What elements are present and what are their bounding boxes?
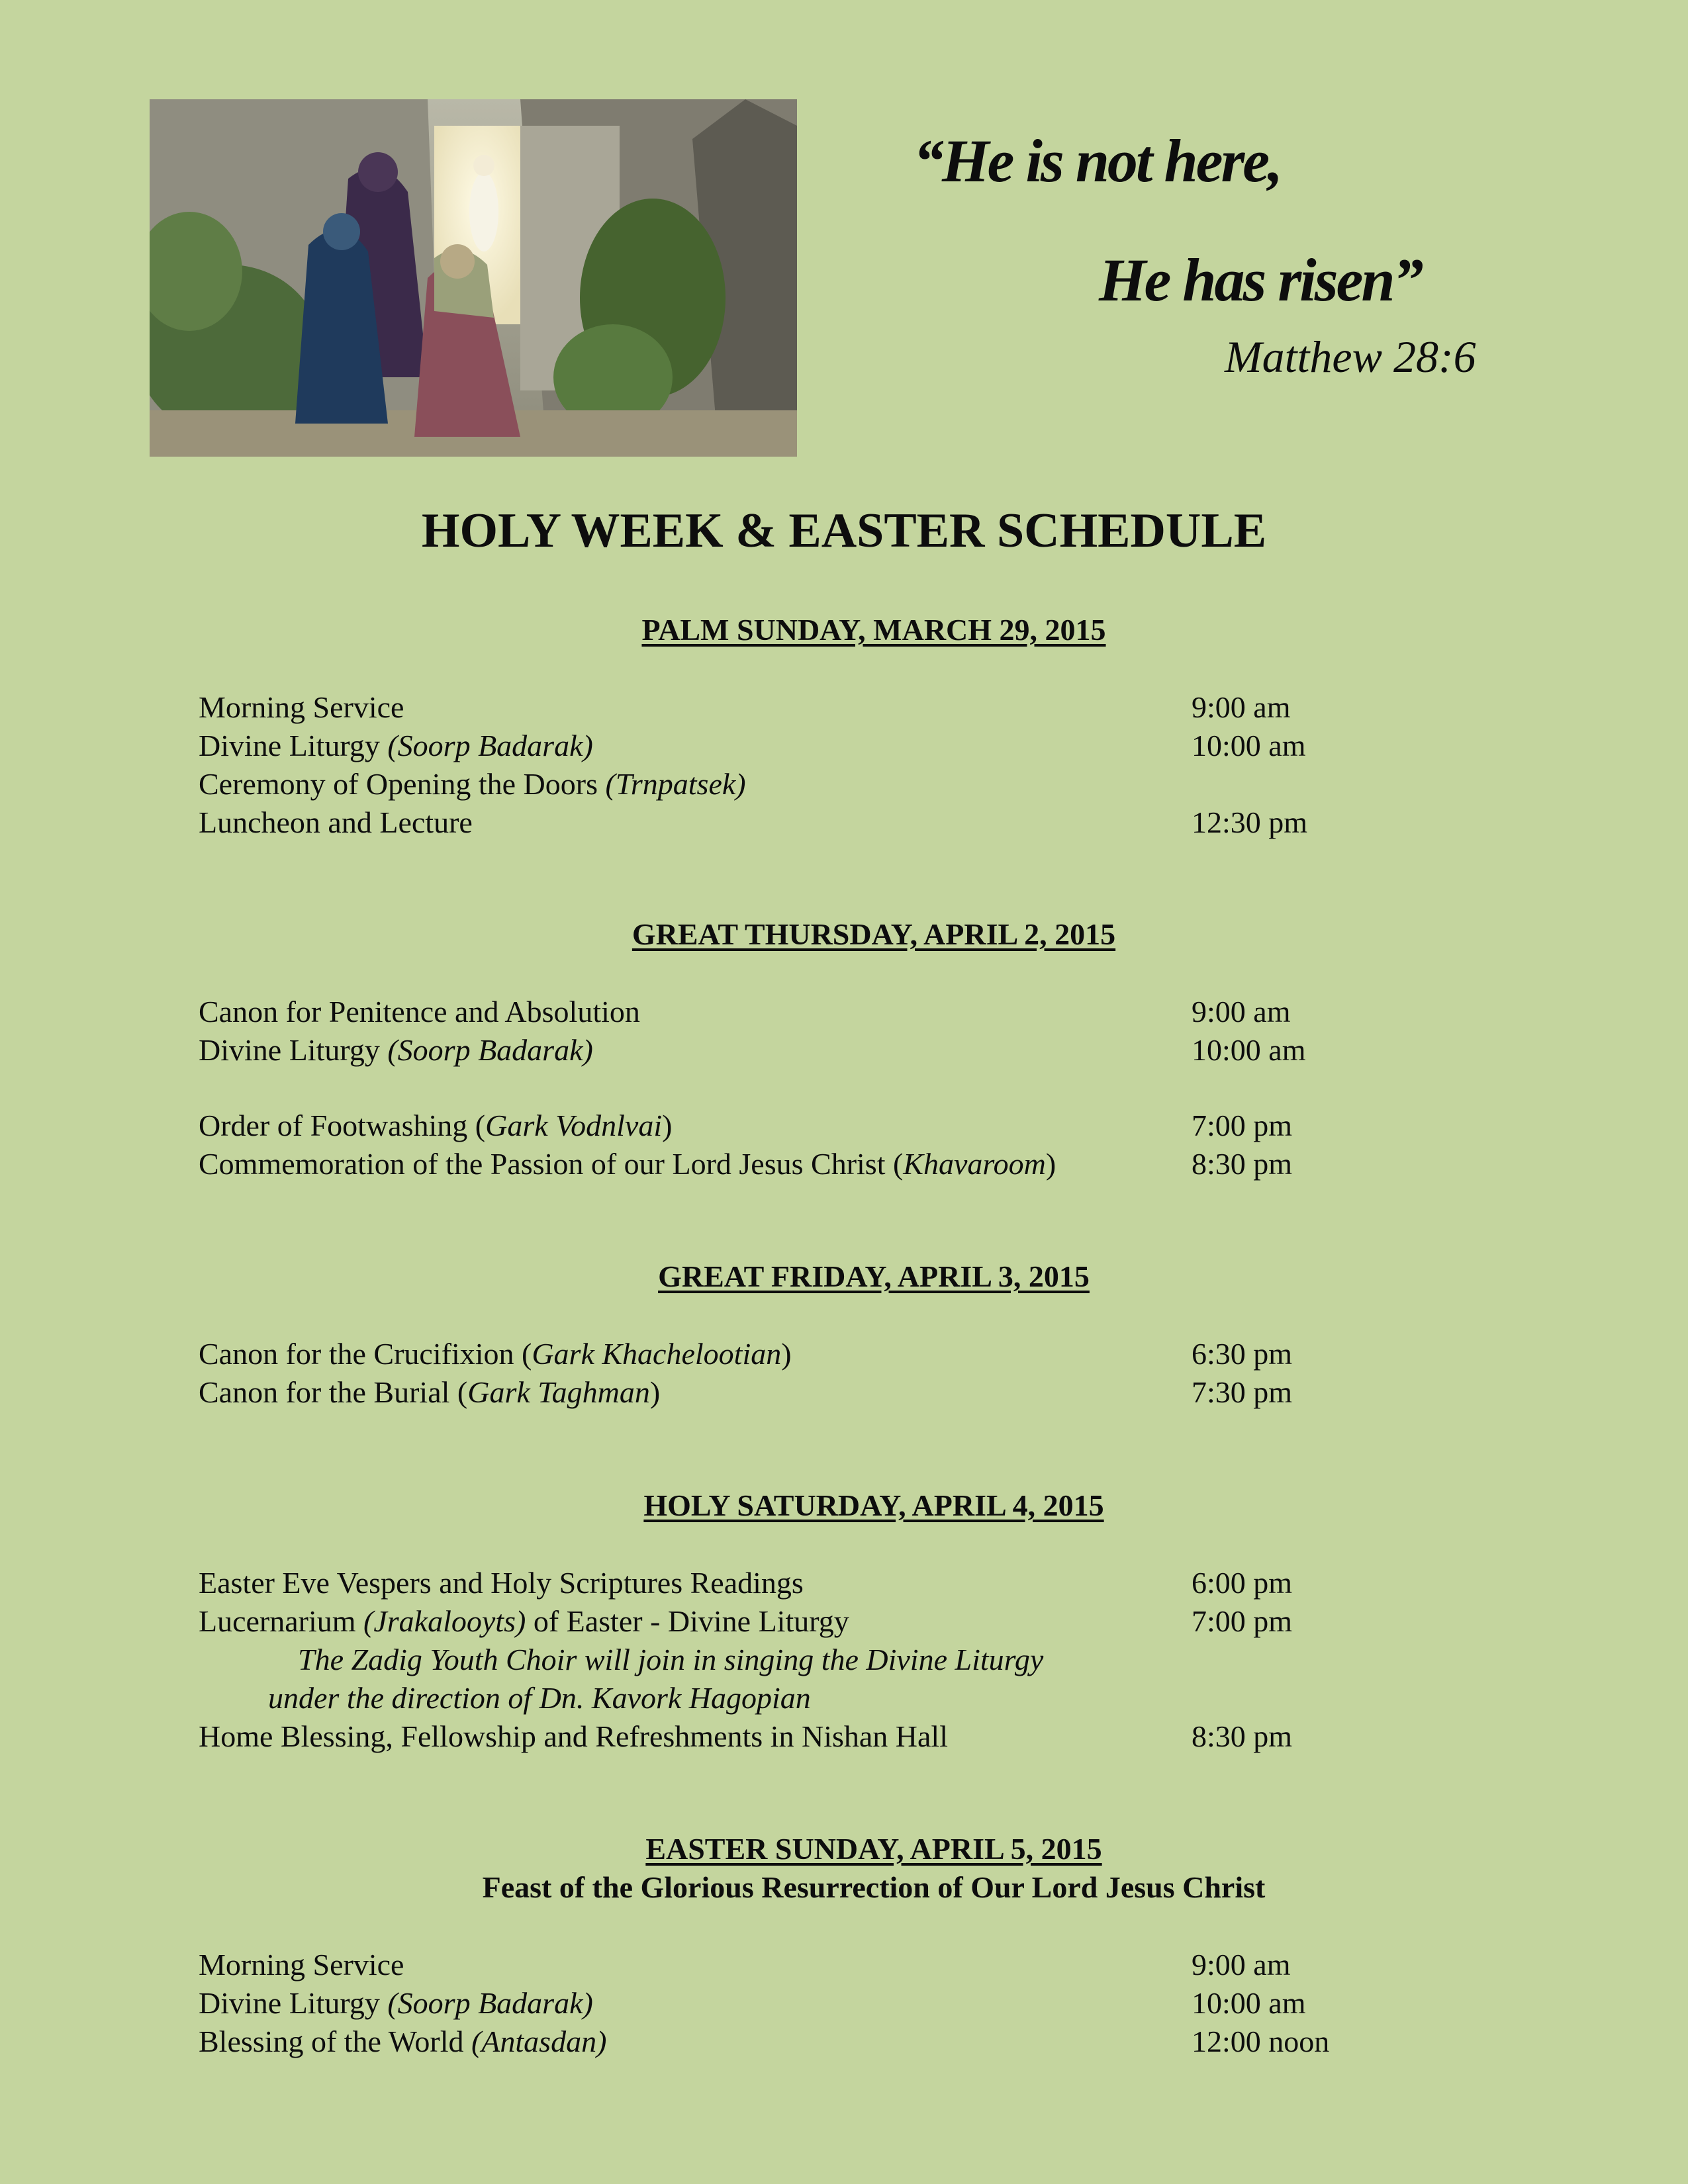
event-time: 9:00 am: [1192, 995, 1291, 1028]
schedule-row: [199, 1335, 1489, 1373]
schedule-row: [199, 1717, 1489, 1756]
schedule-row: [199, 2023, 1489, 2061]
event-time: 12:00 noon: [1192, 2025, 1330, 2058]
event-time: 6:00 pm: [1192, 1566, 1293, 1600]
event-label: Canon for the Burial (Gark Taghman): [199, 1375, 661, 1409]
event-label: Luncheon and Lecture: [199, 805, 473, 839]
event-time: 10:00 am: [1192, 729, 1306, 762]
event-label: Lucernarium (Jrakalooyts) of Easter - Divine Liturgy: [199, 1604, 849, 1638]
choir-note: The Zadig Youth Choir will join in singing the Divine Liturgy: [298, 1643, 1044, 1676]
event-time: 12:30 pm: [1192, 805, 1308, 839]
event-label: Ceremony of Opening the Doors (Trnpatsek): [199, 767, 746, 801]
event-label: Divine Liturgy (Soorp Badarak): [199, 1986, 593, 2020]
event-time: 6:30 pm: [1192, 1337, 1293, 1371]
schedule-row: [199, 1107, 1489, 1145]
page-title: HOLY WEEK & EASTER SCHEDULE: [421, 504, 1267, 558]
schedule-row: [199, 1373, 1489, 1412]
event-time: 7:30 pm: [1192, 1375, 1293, 1409]
choir-director-note: under the direction of Dn. Kavork Hagopian: [268, 1681, 811, 1715]
event-time: 9:00 am: [1192, 1948, 1291, 1981]
event-label: Commemoration of the Passion of our Lord Jesus Christ (Khavaroom): [199, 1147, 1056, 1181]
schedule-row: [199, 1602, 1489, 1641]
tomb-illustration: [150, 99, 797, 457]
schedule-row: [199, 688, 1489, 727]
schedule-row: [199, 765, 1489, 803]
event-label: Blessing of the World (Antasdan): [199, 2025, 607, 2058]
event-label: Canon for Penitence and Absolution: [199, 995, 640, 1028]
scripture-reference: Matthew 28:6: [1225, 332, 1476, 382]
section-heading-easter-sunday: EASTER SUNDAY, APRIL 5, 2015: [645, 1832, 1102, 1866]
event-time: 9:00 am: [1192, 690, 1291, 724]
schedule-row: [199, 1946, 1489, 1984]
schedule-row: [199, 1564, 1489, 1602]
event-time: 7:00 pm: [1192, 1604, 1293, 1638]
section-heading-great-friday: GREAT FRIDAY, APRIL 3, 2015: [658, 1259, 1090, 1293]
event-label: Canon for the Crucifixion (Gark Khachelootian): [199, 1337, 792, 1371]
event-time: 7:00 pm: [1192, 1109, 1293, 1142]
event-label: Divine Liturgy (Soorp Badarak): [199, 1033, 593, 1067]
schedule-row: [199, 1984, 1489, 2023]
event-label: Easter Eve Vespers and Holy Scriptures Readings: [199, 1566, 804, 1600]
schedule-row: [199, 1031, 1489, 1069]
schedule-row: [199, 993, 1489, 1031]
event-label: Morning Service: [199, 690, 404, 724]
quote-line-1: “He is not here,: [914, 127, 1282, 195]
event-label: Home Blessing, Fellowship and Refreshments in Nishan Hall: [199, 1719, 948, 1753]
section-heading-holy-saturday: HOLY SATURDAY, APRIL 4, 2015: [643, 1488, 1104, 1522]
section-heading-palm-sunday: PALM SUNDAY, MARCH 29, 2015: [641, 613, 1106, 647]
section-subheading-easter: Feast of the Glorious Resurrection of Our Lord Jesus Christ: [482, 1870, 1266, 1904]
event-label: Order of Footwashing (Gark Vodnlvai): [199, 1109, 673, 1142]
schedule-row: [199, 803, 1489, 842]
event-time: 8:30 pm: [1192, 1147, 1293, 1181]
quote-line-2: He has risen”: [1099, 246, 1422, 314]
section-heading-great-thursday: GREAT THURSDAY, APRIL 2, 2015: [632, 917, 1116, 951]
event-time: 8:30 pm: [1192, 1719, 1293, 1753]
schedule-row: [199, 727, 1489, 765]
event-time: 10:00 am: [1192, 1033, 1306, 1067]
event-label: Divine Liturgy (Soorp Badarak): [199, 729, 593, 762]
schedule-row: [199, 1145, 1489, 1183]
event-time: 10:00 am: [1192, 1986, 1306, 2020]
event-label: Morning Service: [199, 1948, 404, 1981]
